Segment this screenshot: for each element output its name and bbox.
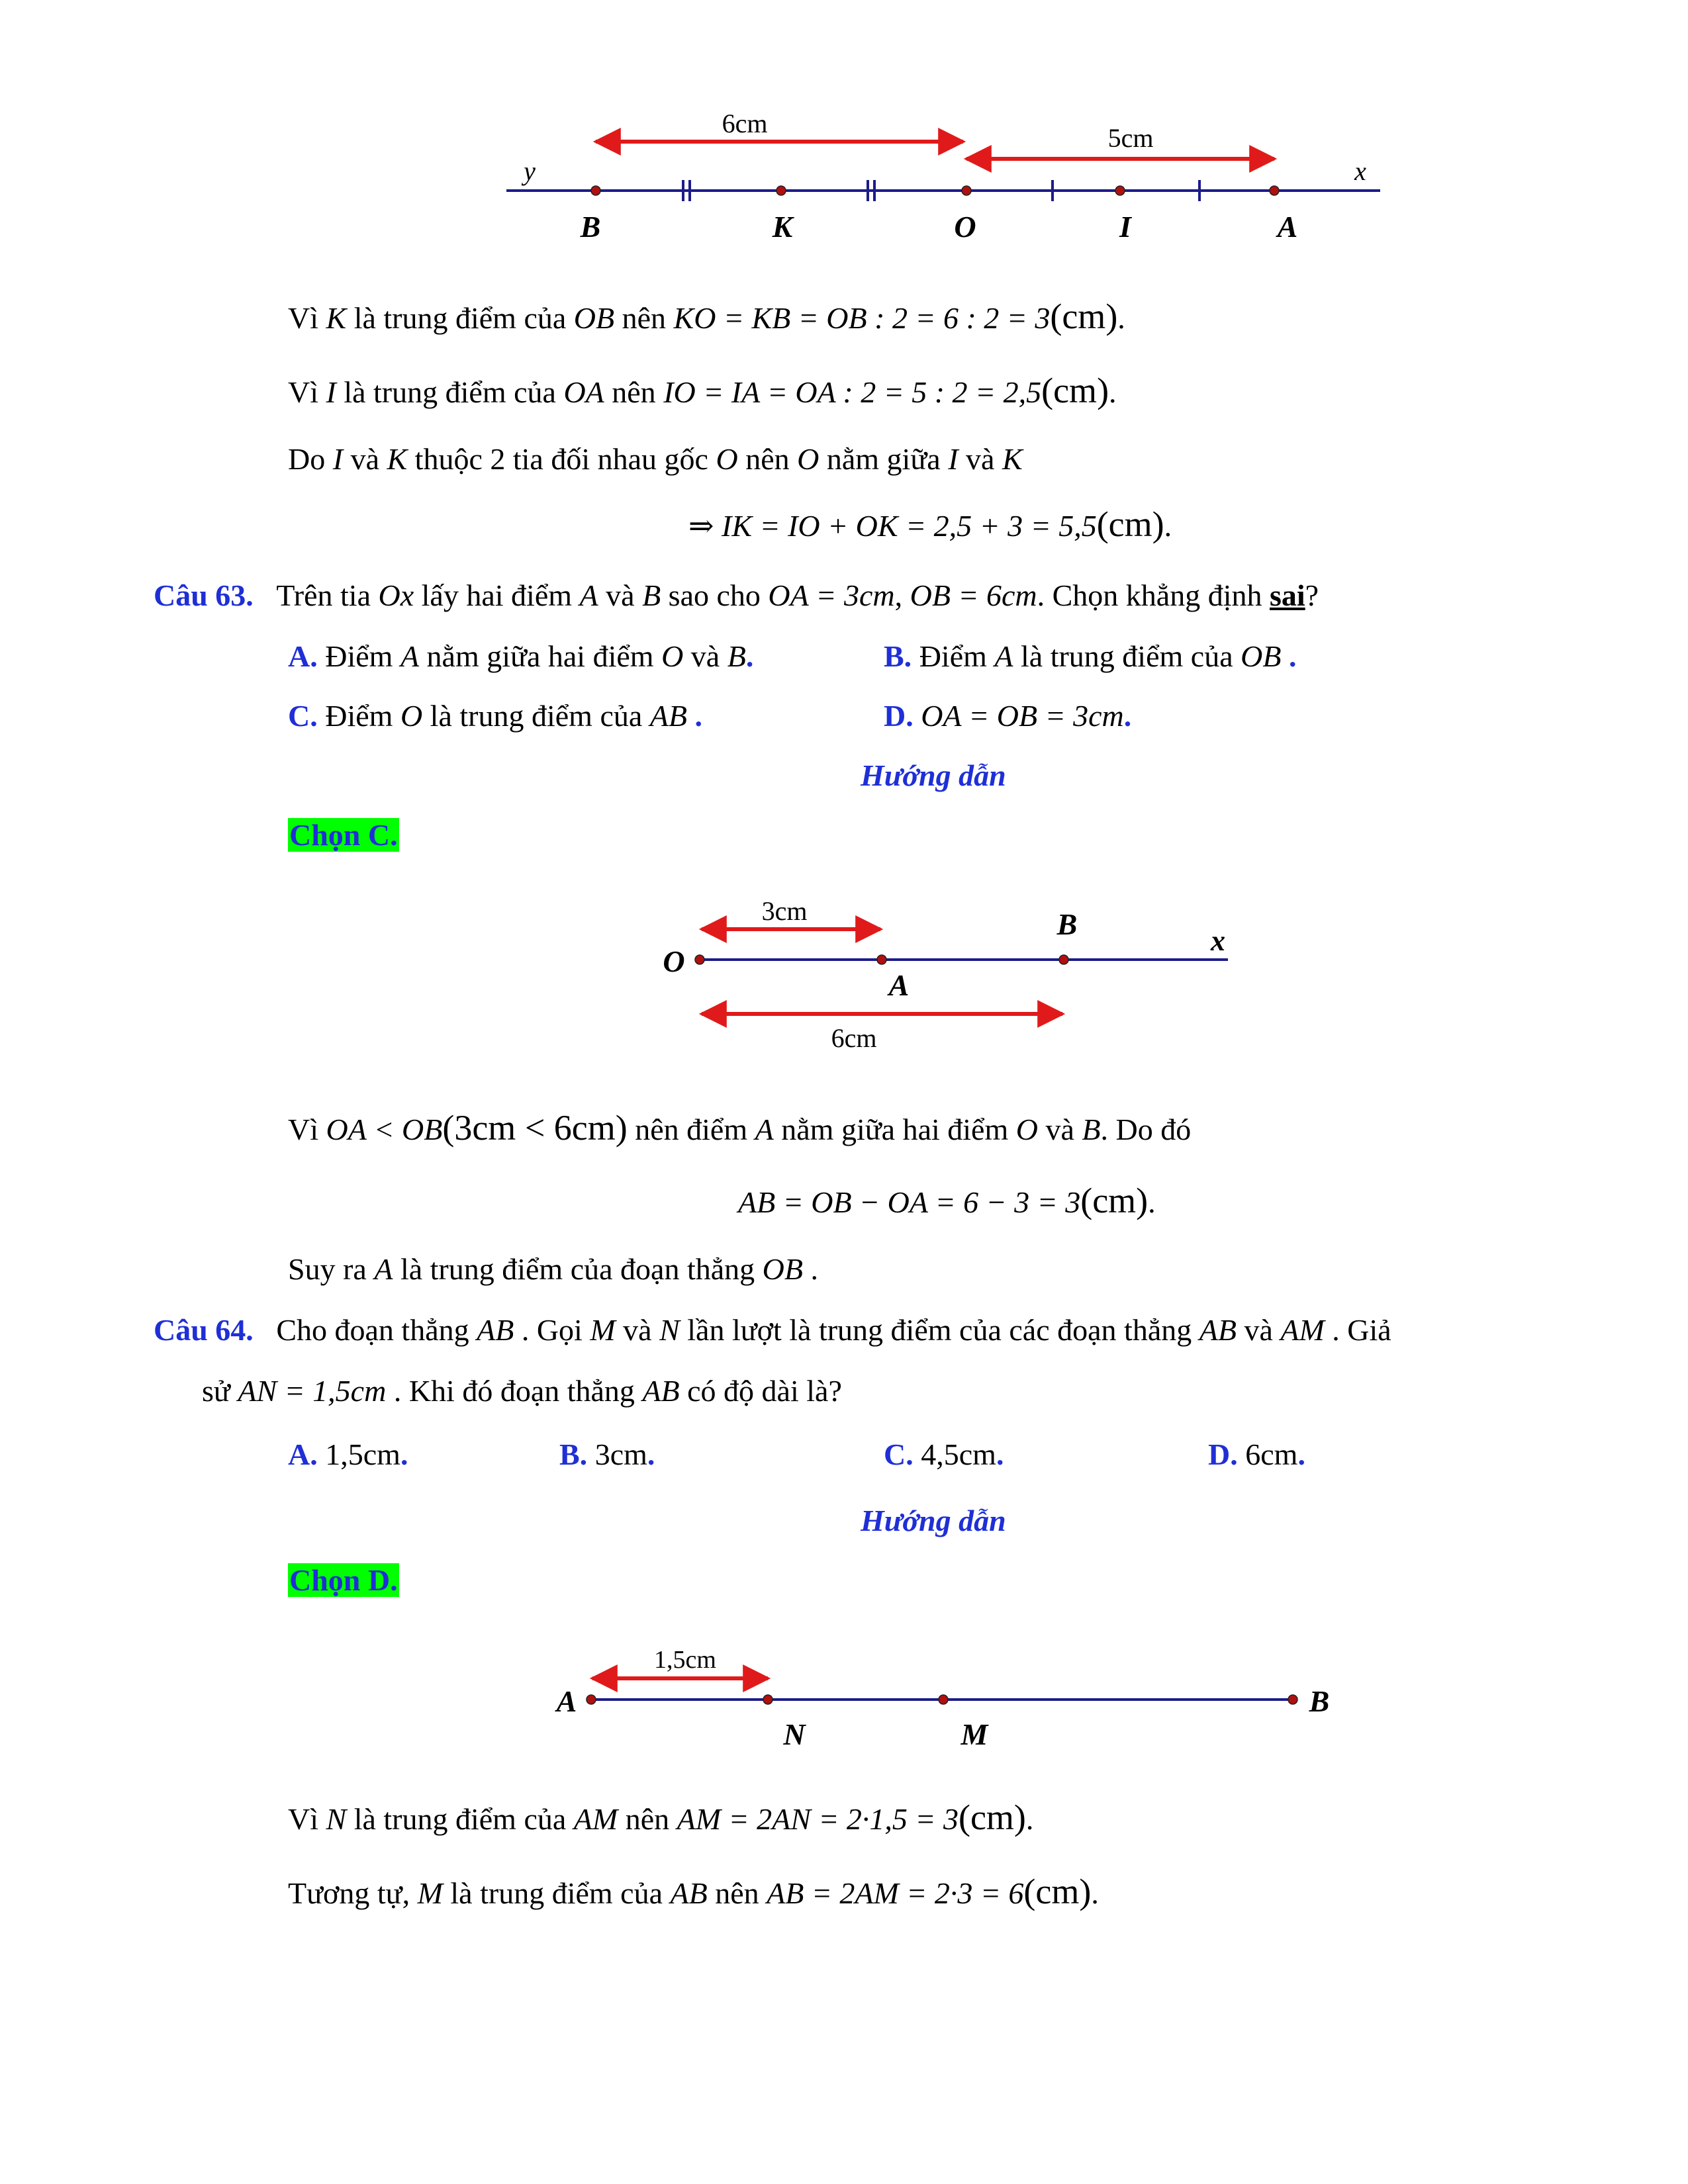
sol62-line4: ⇒ IK = IO + OK = 2,5 + 3 = 5,5(cm). [688,504,1172,544]
point-label-o: O [663,944,685,978]
point-label-a: A [556,1684,577,1718]
ray-label-x: x [1211,925,1225,957]
ray-label-x: x [1354,156,1366,186]
len-label-1-5cm: 1,5cm [654,1646,716,1674]
q64-stem-line2: sử AN = 1,5cm . Khi đó đoạn thẳng AB có độ dài là? [202,1374,842,1408]
q63-option-c[interactable]: C. Điểm O là trung điểm của AB . [288,699,702,733]
q63-guide-heading: Hướng dẫn [861,758,1006,792]
point-b [1288,1695,1297,1704]
point-label-n: N [783,1717,806,1751]
point-label-a: A [888,968,910,1002]
q63-stem: Câu 63. Trên tia Ox lấy hai điểm A và B sao cho OA = 3cm, OB = 6cm. Chọn khẳng định sai? [154,578,1319,612]
point-label-o: O [954,210,976,244]
len-label-6cm: 6cm [722,109,768,138]
point-label-b: B [580,210,601,244]
sol62-line1: Vì K là trung điểm của OB nên KO = KB = OB : 2 = 6 : 2 = 3(cm). [288,296,1125,336]
q64-answer: Chọn D. [289,1563,398,1597]
q64-guide-heading: Hướng dẫn [861,1504,1006,1537]
q64-option-b[interactable]: B. 3cm. [559,1437,655,1471]
len-label-6cm: 6cm [831,1023,877,1053]
q63-solution-line2: AB = OB − OA = 6 − 3 = 3(cm). [738,1181,1156,1220]
q64-option-c[interactable]: C. 4,5cm. [884,1437,1004,1471]
q64-solution-line1: Vì N là trung điểm của AM nên AM = 2AN = 2·1,5 = 3(cm). [288,1797,1034,1837]
q64-label: Câu 64. [154,1313,254,1347]
q64-option-a[interactable]: A. 1,5cm. [288,1437,408,1471]
sol62-line2: Vì I là trung điểm của OA nên IO = IA = OA : 2 = 5 : 2 = 2,5(cm). [288,371,1117,410]
sol62-line3: Do I và K thuộc 2 tia đối nhau gốc O nên O nằm giữa I và K [288,442,1023,476]
q63-option-b[interactable]: B. Điểm A là trung điểm của OB . [884,639,1297,673]
point-label-m: M [961,1717,988,1751]
word-sai: sai [1269,578,1305,612]
point-label-b: B [1309,1684,1330,1718]
q64-stem-line1: Câu 64. Cho đoạn thẳng AB . Gọi M và N lần lượt là trung điểm của các đoạn thẳng AB và AM . Giả [154,1313,1391,1347]
q63-solution-line3: Suy ra A là trung điểm của đoạn thẳng OB . [288,1252,818,1286]
point-label-a: A [1277,210,1298,244]
q63-option-d[interactable]: D. OA = OB = 3cm. [884,699,1132,733]
q63-option-a[interactable]: A. Điểm A nằm giữa hai điểm O và B. [288,639,754,673]
point-n [763,1695,773,1704]
point-label-i: I [1119,210,1131,244]
point-m [939,1695,948,1704]
len-label-3cm: 3cm [761,896,808,926]
point-label-b: B [1056,907,1078,941]
q63-label: Câu 63. [154,578,254,612]
point-a [586,1695,596,1704]
q63-answer: Chọn C. [289,818,398,852]
q64-solution-line2: Tương tự, M là trung điểm của AB nên AB = 2AM = 2·3 = 6(cm). [288,1872,1099,1911]
point-label-k: K [772,210,793,244]
q64-option-d[interactable]: D. 6cm. [1208,1437,1305,1471]
len-label-5cm: 5cm [1107,123,1154,153]
ray-label-y: y [524,156,536,186]
q63-solution-line1: Vì OA < OB(3cm < 6cm) nên điểm A nằm giữa hai điểm O và B. Do đó [288,1108,1192,1148]
